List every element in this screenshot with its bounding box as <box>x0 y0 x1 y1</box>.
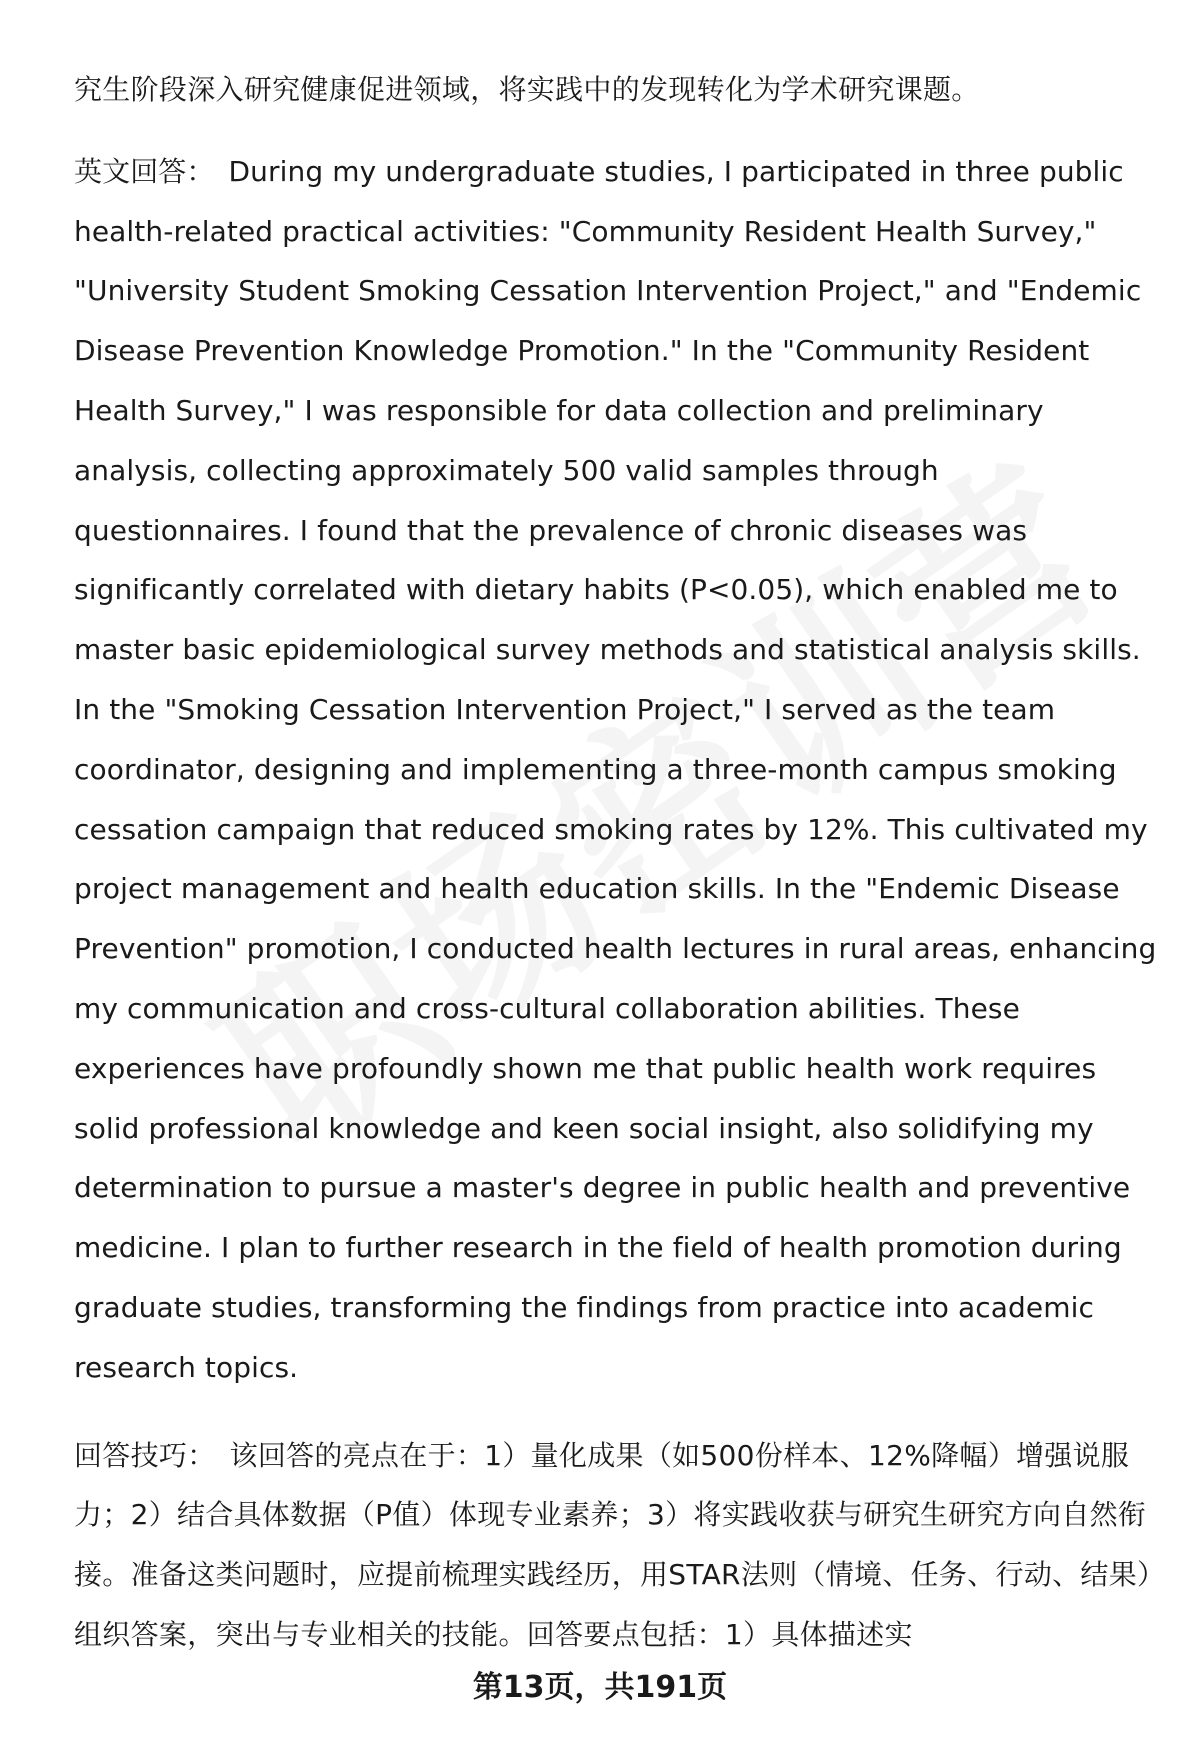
document-body <box>74 60 1160 1665</box>
opening-paragraph: 究生阶段深入研究健康促进领域，将实践中的发现转化为学术研究课题。 <box>74 73 980 106</box>
english-answer-text: During my undergraduate studies, I participated in three public health-related practical activities: "Community Resident Health Survey," "University Student Smoking Cessation Intervention Project," and "Endemic Disease Prevention Knowledge Promotion." In the "Community Resident Health Survey," I was responsible for data collection and preliminary analysis, collecting approximately 500 valid samples through questionnaires. I found that the prevalence of chronic diseases was significantly correlated with dietary habits (P<0.05), which enabled me to master basic epidemiological survey methods and statistical analysis skills. In the "Smoking Cessation Intervention Project," I served as the team coordinator, designing and implementing a three-month campus smoking cessation campaign that reduced smoking rates by 12%. This cultivated my project management and health education skills. In the "Endemic Disease Prevention" promotion, I conducted health lectures in rural areas, enhancing my communication and cross-cultural collaboration abilities. These experiences have profoundly shown me that public health work requires solid professional knowledge and keen social insight, also solidifying my determination to pursue a master's degree in public health and preventive medicine. I plan to further research in the field of health promotion during graduate studies, transforming the findings from practice into academic research topics. <box>74 154 1157 1384</box>
answer-tips-label: 回答技巧： <box>74 1438 216 1472</box>
english-answer-label: 英文回答： <box>74 154 215 188</box>
answer-tips-paragraph <box>74 1426 1160 1665</box>
english-answer-paragraph <box>74 142 1160 1398</box>
page-number-footer: 第13页，共191页 <box>472 1670 728 1705</box>
answer-tips-text: 该回答的亮点在于：1）量化成果（如500份样本、12%降幅）增强说服力；2）结合具体数据（P值）体现专业素养；3）将实践收获与研究生研究方向自然衔接。准备这类问题时，应提前梳理实践经历，用STAR法则（情境、任务、行动、结果）组织答案，突出与专业相关的技能。回答要点包括：1）具体描述实 <box>74 1438 1152 1651</box>
